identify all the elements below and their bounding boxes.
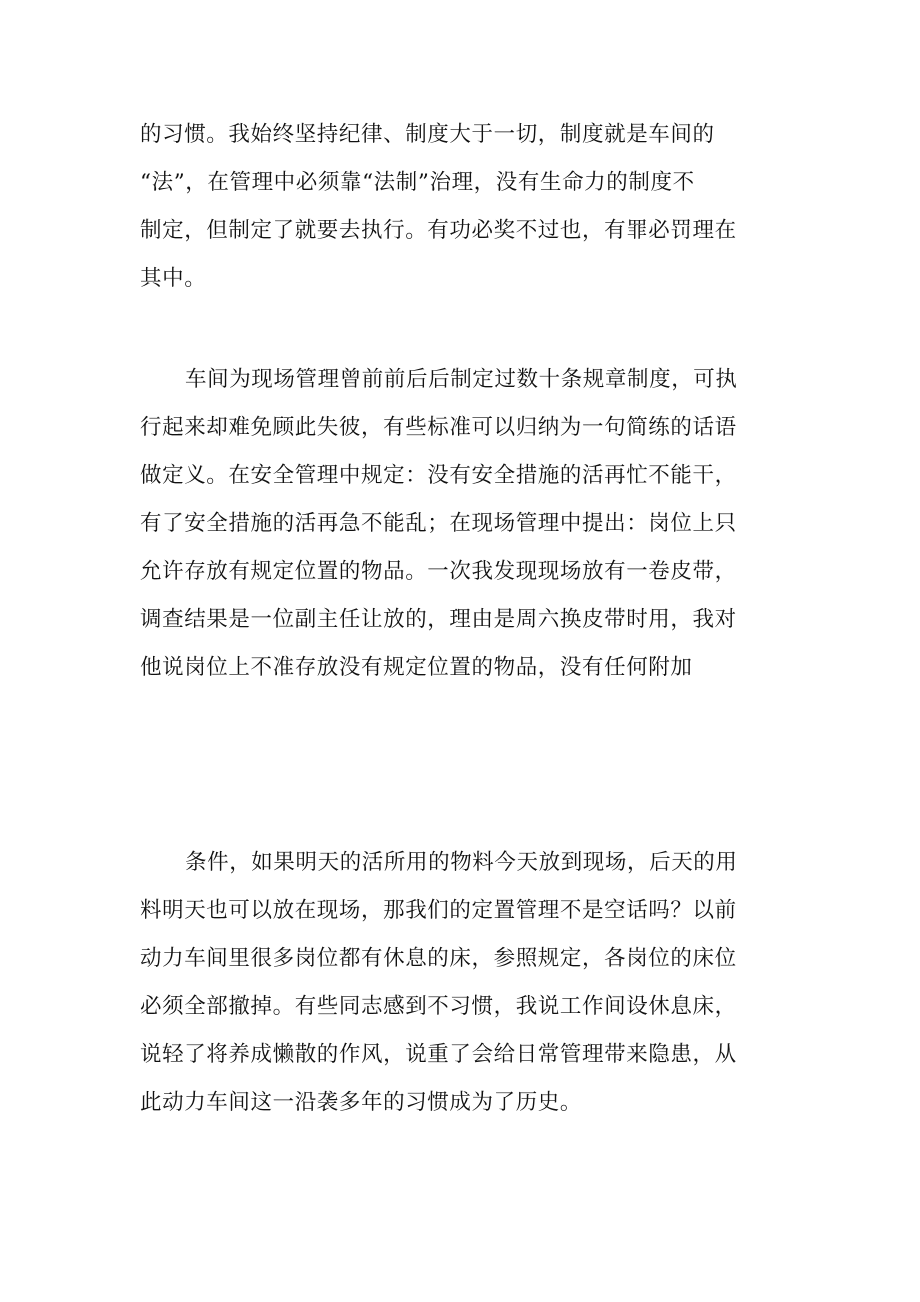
text-line: 有了安全措施的活再急不能乱；在现场管理中提出：岗位上只 [140,511,737,536]
text-line: 调查结果是一位副主任让放的，理由是周六换皮带时用，我对 [140,607,737,632]
text-line: 他说岗位上不准存放没有规定位置的物品，没有任何附加 [140,655,693,680]
text-line: 制定，但制定了就要去执行。有功必奖不过也，有罪必罚理在 [140,218,737,243]
text-line: 车间为现场管理曾前前后后制定过数十条规章制度，可执 [185,367,738,392]
text-line: 料明天也可以放在现场，那我们的定置管理不是空话吗？以前 [140,898,737,923]
text-line: 行起来却难免顾此失彼，有些标准可以归纳为一句简练的话语 [140,415,737,440]
text-line: “法”，在管理中必须靠“法制”治理，没有生命力的制度不 [140,170,695,195]
text-line: 允许存放有规定位置的物品。一次我发现现场放有一卷皮带， [140,559,737,584]
text-line: 说轻了将养成懒散的作风，说重了会给日常管理带来隐患，从 [140,1042,737,1067]
text-line: 动力车间里很多岗位都有休息的床，参照规定，各岗位的床位 [140,946,737,971]
text-line: 条件，如果明天的活所用的物料今天放到现场，后天的用 [185,850,738,875]
text-line: 其中。 [140,266,207,291]
text-line: 做定义。在安全管理中规定：没有安全措施的活再忙不能干， [140,463,737,488]
text-line: 的习惯。我始终坚持纪律、制度大于一切，制度就是车间的 [140,122,715,147]
text-line: 此动力车间这一沿袭多年的习惯成为了历史。 [140,1090,583,1115]
text-line: 必须全部撤掉。有些同志感到不习惯，我说工作间设休息床， [140,994,737,1019]
